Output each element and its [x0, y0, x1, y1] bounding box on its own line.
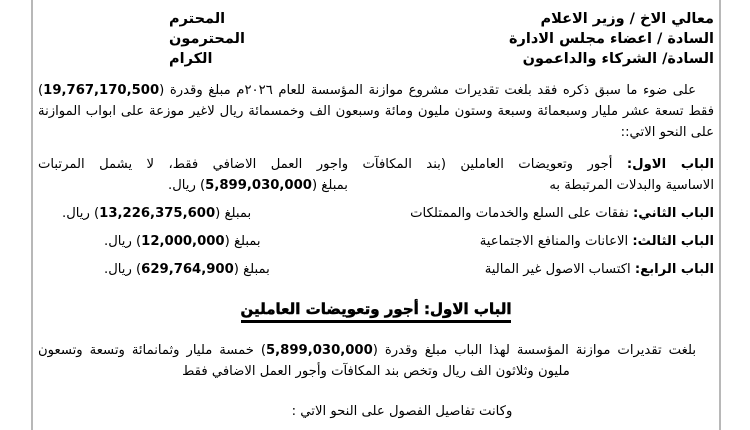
chapter-2-amount-group	[62, 203, 251, 224]
chapter-3-description-group	[261, 231, 714, 252]
chapter-4-label: الباب الرابع:	[634, 262, 714, 277]
total-budget-amount: 19,767,170,500	[43, 83, 160, 98]
chapter-2-amount-suffix: ) ريال.	[62, 206, 100, 221]
addressee-honorifics-column	[169, 9, 399, 69]
chapter-3-amount-prefix: بمبلغ (	[224, 234, 261, 249]
chapter-3-description: الاعانات والمنافع الاجتماعية	[479, 234, 629, 249]
addressee-block	[38, 0, 714, 69]
intro-text-part-2: ) فقط تسعة عشر مليار وسبعمائة وسبعة وستون مليون ومائة وسبعون الف وخمسمائة ريال لاغير موزعة على ابواب الموازنة على النحو الاتي::	[38, 83, 714, 140]
chapter-3-amount-group	[104, 231, 261, 252]
addressee-name-3: السادة/ الشركاء والداعمون	[522, 51, 714, 67]
chapter-1-amount-suffix: ) ريال.	[168, 178, 206, 193]
summary-text-part-1: بلغت تقديرات موازنة المؤسسة لهذا الباب مبلغ وقدرة (	[372, 343, 696, 358]
chapter-4-description-group	[270, 259, 714, 280]
document-content	[38, 0, 714, 430]
addressee-name-2: السادة / اعضاء مجلس الادارة	[508, 31, 714, 47]
section-heading: الباب الاول: أجور وتعويضات العاملين	[241, 300, 512, 323]
addressee-honorific-1: المحترم	[169, 11, 226, 27]
chapter-3-amount: 12,000,000	[141, 234, 225, 249]
intro-text-part-1: على ضوء ما سبق ذكره فقد بلغت تقديرات مشروع موازنة المؤسسة للعام ٢٠٢٦م مبلغ وقدرة (	[159, 83, 696, 98]
chapter-2-description: نفقات على السلع والخدمات والممتلكات	[410, 206, 629, 221]
chapter-2-label: الباب الثاني:	[632, 206, 714, 221]
chapter-2-amount-prefix: بمبلغ (	[215, 206, 252, 221]
addressee-honorific-3: الكرام	[169, 51, 213, 67]
closing-line: وكانت تفاصيل الفصول على النحو الاتي :	[291, 404, 513, 419]
chapter-1-amount-prefix: بمبلغ (	[311, 178, 348, 193]
chapter-1-amount-group	[168, 175, 348, 196]
chapter-4-amount-suffix: ) ريال.	[104, 262, 142, 277]
chapter-4-description: اكتساب الاصول غير المالية	[484, 262, 631, 277]
chapter-1-amount-line	[38, 175, 714, 196]
intro-paragraph	[38, 80, 714, 143]
chapter-row	[38, 154, 714, 196]
chapter-1-description-tail: الاساسية والبدلات المرتبطة به	[549, 178, 714, 193]
section-heading-wrapper	[38, 299, 714, 323]
chapter-1-amount: 5,899,030,000	[205, 178, 312, 193]
page-margin-rule-right	[719, 0, 721, 430]
chapter-3-label: الباب الثالث:	[632, 234, 714, 249]
addressee-names-column	[399, 9, 714, 69]
chapter-4-amount-group	[104, 259, 270, 280]
page-margin-rule-left	[31, 0, 33, 430]
chapter-1-label: الباب الاول:	[626, 157, 714, 172]
summary-text-part-2: ) خمسة مليار وثمانمائة وتسعة وتسعون مليون وثلاثون الف ريال وتخص بند المكافآت وأجور العمل الاضافي فقط	[38, 343, 570, 379]
chapter-3-amount-suffix: ) ريال.	[104, 234, 142, 249]
summary-amount: 5,899,030,000	[266, 343, 373, 358]
chapter-4-amount: 629,764,900	[141, 262, 234, 277]
chapter-1-description: أجور وتعويضات العاملين (بند المكافآت واجور العمل الاضافي فقط، لا يشمل المرتبات	[38, 157, 613, 172]
chapter-row	[38, 231, 714, 252]
addressee-honorific-2: المحترمون	[169, 31, 245, 47]
summary-paragraph	[38, 340, 714, 382]
chapter-2-amount: 13,226,375,600	[99, 206, 216, 221]
addressee-name-1: معالي الاخ / وزير الاعلام	[540, 11, 714, 27]
chapter-1-description-line	[38, 154, 714, 175]
chapter-4-amount-prefix: بمبلغ (	[233, 262, 270, 277]
chapter-row	[38, 259, 714, 280]
chapter-2-description-group	[251, 203, 714, 224]
chapter-breakdown-list	[38, 154, 714, 280]
chapter-row	[38, 203, 714, 224]
